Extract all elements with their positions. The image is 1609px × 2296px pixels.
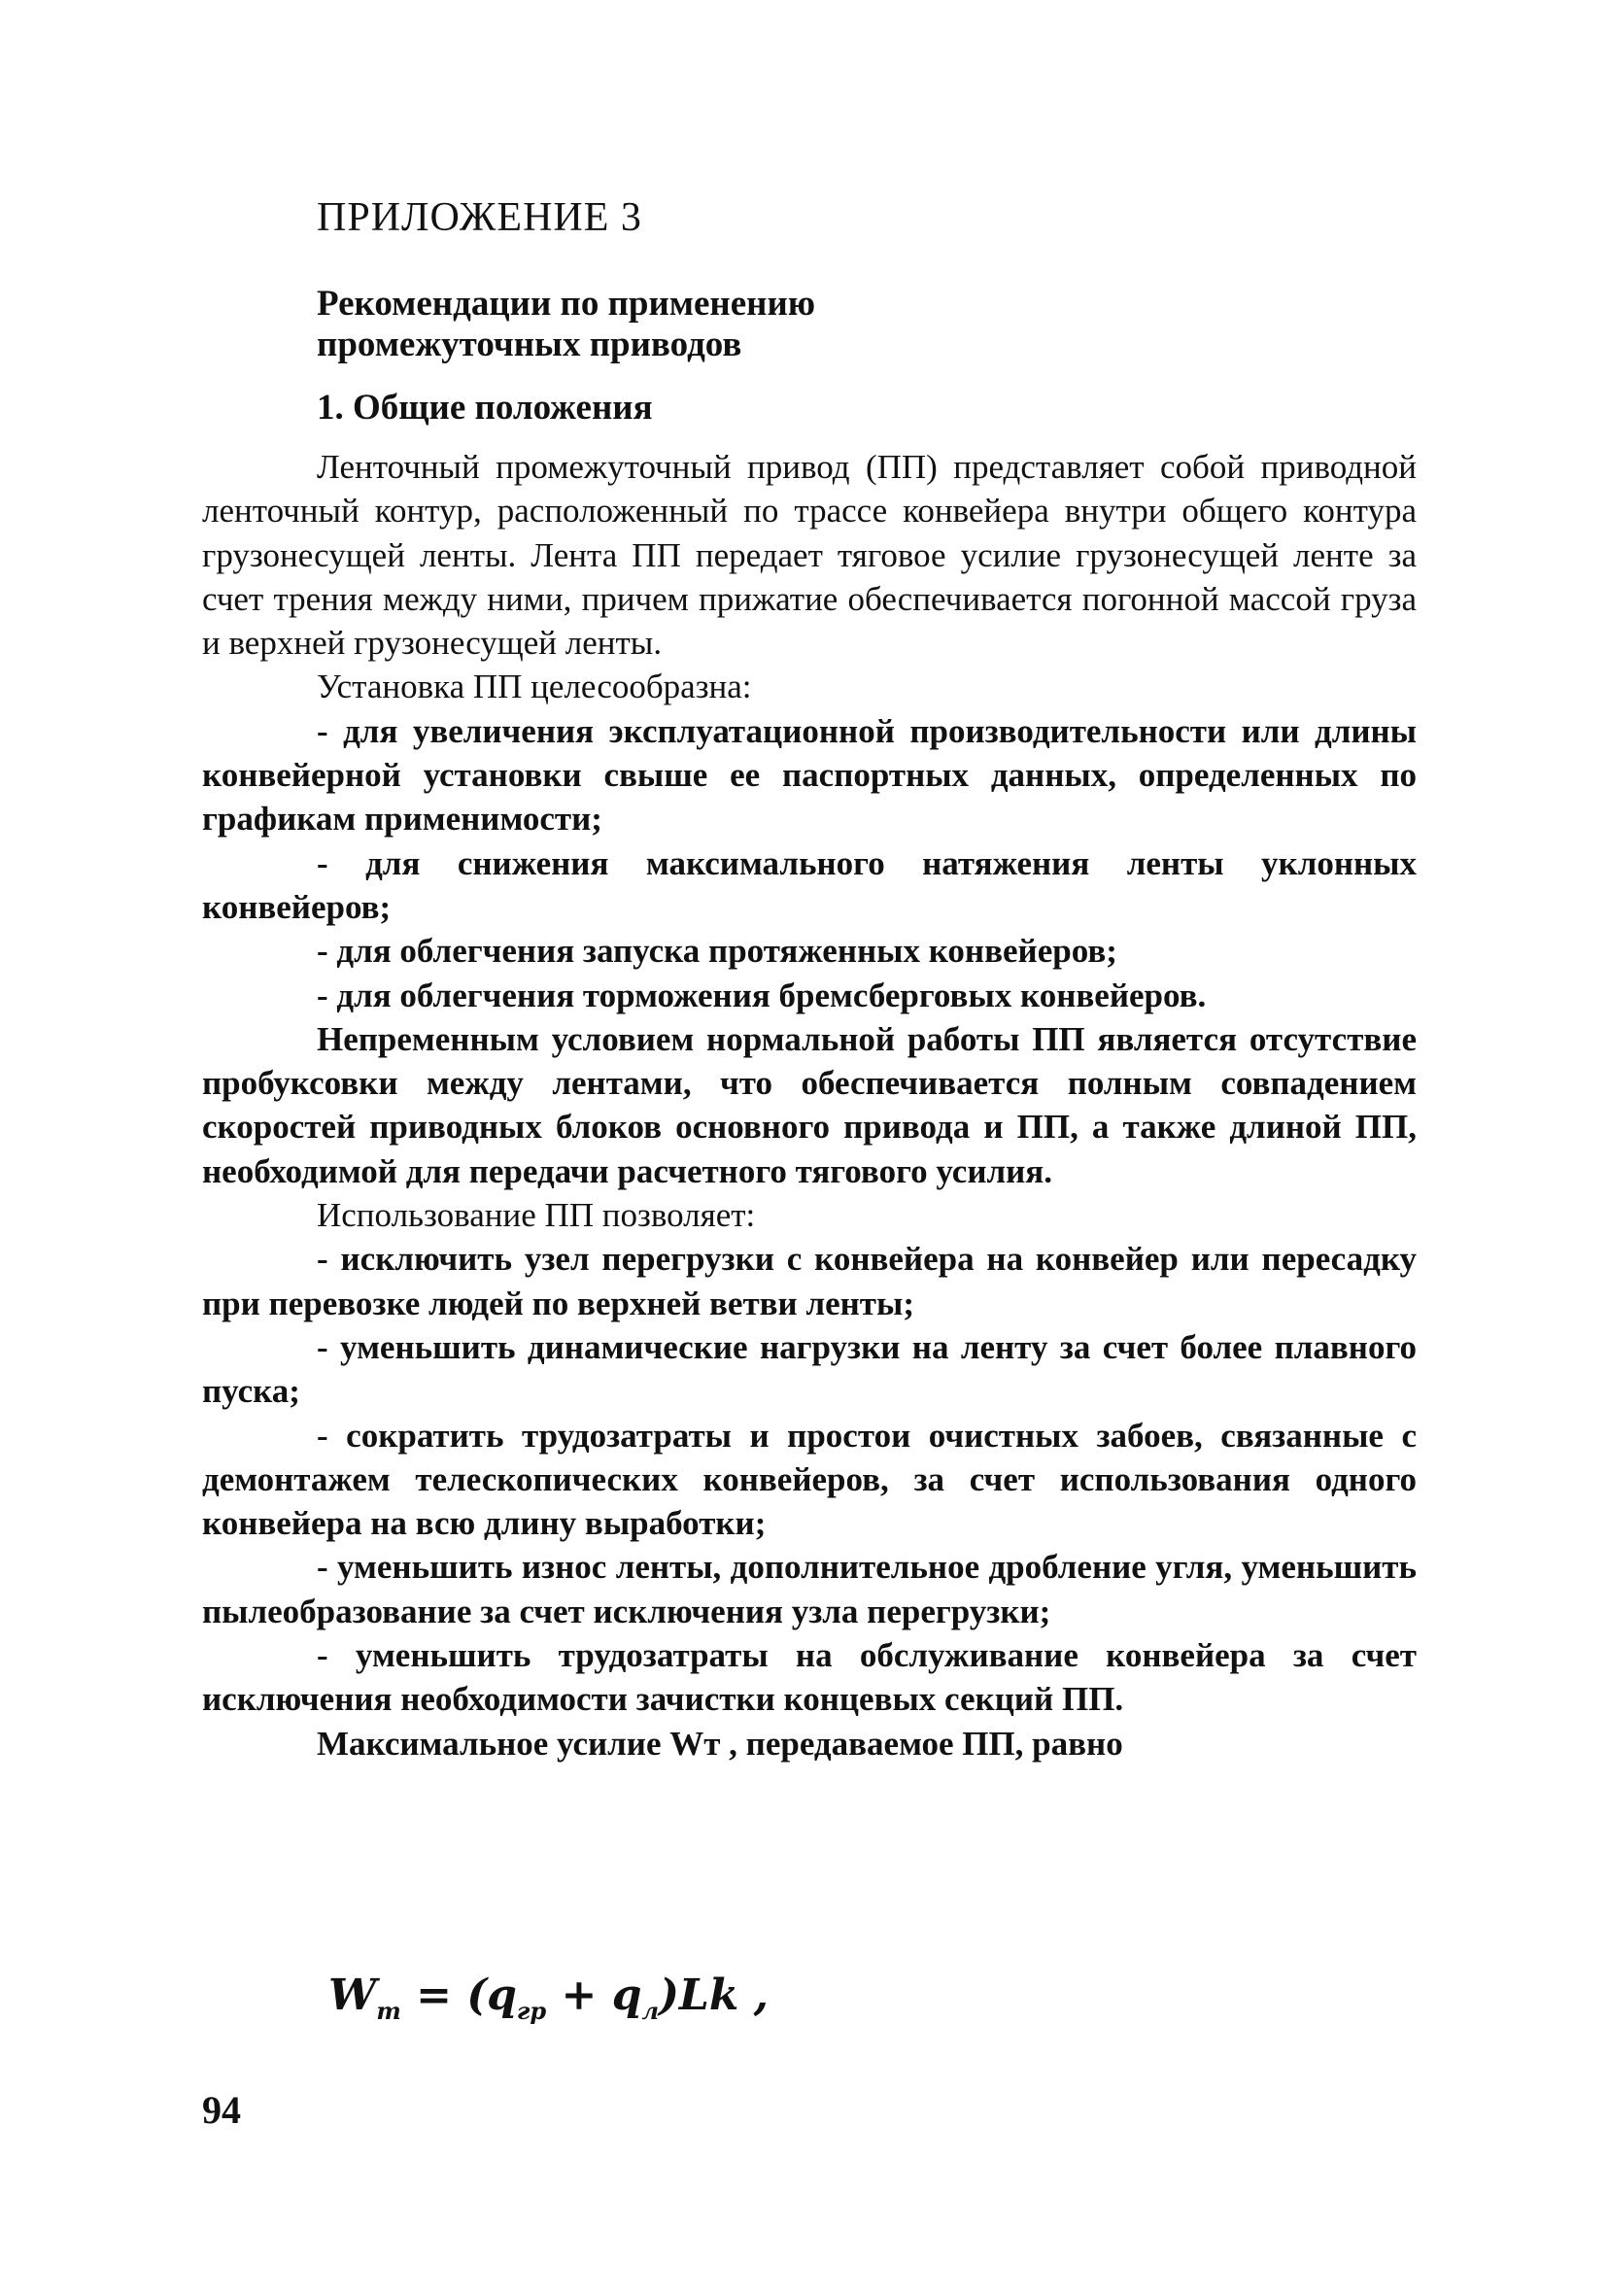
formula-subscript: т [376, 1996, 401, 2025]
formula-symbol: q [611, 1970, 642, 2020]
formula-tail: )Lk , [659, 1970, 769, 2020]
document-subtitle [317, 284, 1288, 365]
formula-symbol: W [328, 1970, 377, 2020]
list-item: - уменьшить износ ленты, дополнительное дробление угля, уменьшить пылеобразование за счет исключения узла перегрузки; [202, 1548, 1417, 1630]
list-item: - для облегчения запуска протяженных конвейеров; [317, 932, 1117, 971]
paragraph-definition: Ленточный промежуточный привод (ПП) представляет собой приводной ленточный контур, расположенный по трассе конвейера внутри общего контура грузонесущей ленты. Лента ПП передает тяговое усилие грузонесущей ленте за счет трения между ними, причем прижатие обеспечивается погонной массой груза и верхней грузонесущей ленты. [202, 448, 1417, 663]
section-heading: 1. Общие положения [317, 388, 653, 428]
paragraph-usage-intro: Использование ПП позволяет: [317, 1196, 756, 1235]
list-item: - уменьшить динамические нагрузки на ленту за счет более плавного пуска; [202, 1327, 1417, 1411]
list-item: - для снижения максимального натяжения ленты уклонных конвейеров; [202, 843, 1417, 926]
list-item: - уменьшить трудозатраты на обслуживание конвейера за счет исключения необходимости зачистки концевых секций ПП. [202, 1636, 1417, 1719]
appendix-title: ПРИЛОЖЕНИЕ 3 [317, 195, 642, 240]
page-number: 94 [202, 2088, 241, 2132]
formula-operator: + [546, 1970, 612, 2020]
body-text [202, 445, 1417, 1765]
paragraph-installation-intro: Установка ПП целесообразна: [317, 668, 752, 706]
formula-max-force [328, 1970, 769, 2025]
paragraph-max-force: Максимальное усилие Wт , передаваемое ПП, равно [317, 1724, 1123, 1763]
list-item: - для увеличения эксплуатационной производительности или длины конвейерной установки свыше ее паспортных данных, определенных по графикам применимости; [202, 711, 1417, 839]
subtitle-line-1: Рекомендации по применению [317, 284, 816, 324]
formula-subscript: л [641, 1996, 660, 2025]
paragraph-condition: Непременным условием нормальной работы ПП является отсутствие пробуксовки между лентами, что обеспечивается полным совпадением скоростей приводных блоков основного привода и ПП, а также длиной ПП, необходимой для передачи расчетного тягового усилия. [202, 1019, 1417, 1190]
subtitle-line-2: промежуточных приводов [317, 325, 742, 364]
formula-subscript: гр [516, 1996, 547, 2025]
list-item: - для облегчения торможения бремсберговых конвейеров. [317, 976, 1207, 1014]
list-item: - исключить узел перегрузки с конвейера на конвейер или пересадку при перевозке людей по верхней ветви ленты; [202, 1240, 1417, 1322]
formula-operator: = ( [400, 1970, 488, 2020]
formula-symbol: q [487, 1970, 517, 2020]
list-item: - сократить трудозатраты и простои очистных забоев, связанные с демонтажем телескопических конвейеров, за счет использования одного конвейера на всю длину выработки; [202, 1416, 1417, 1543]
